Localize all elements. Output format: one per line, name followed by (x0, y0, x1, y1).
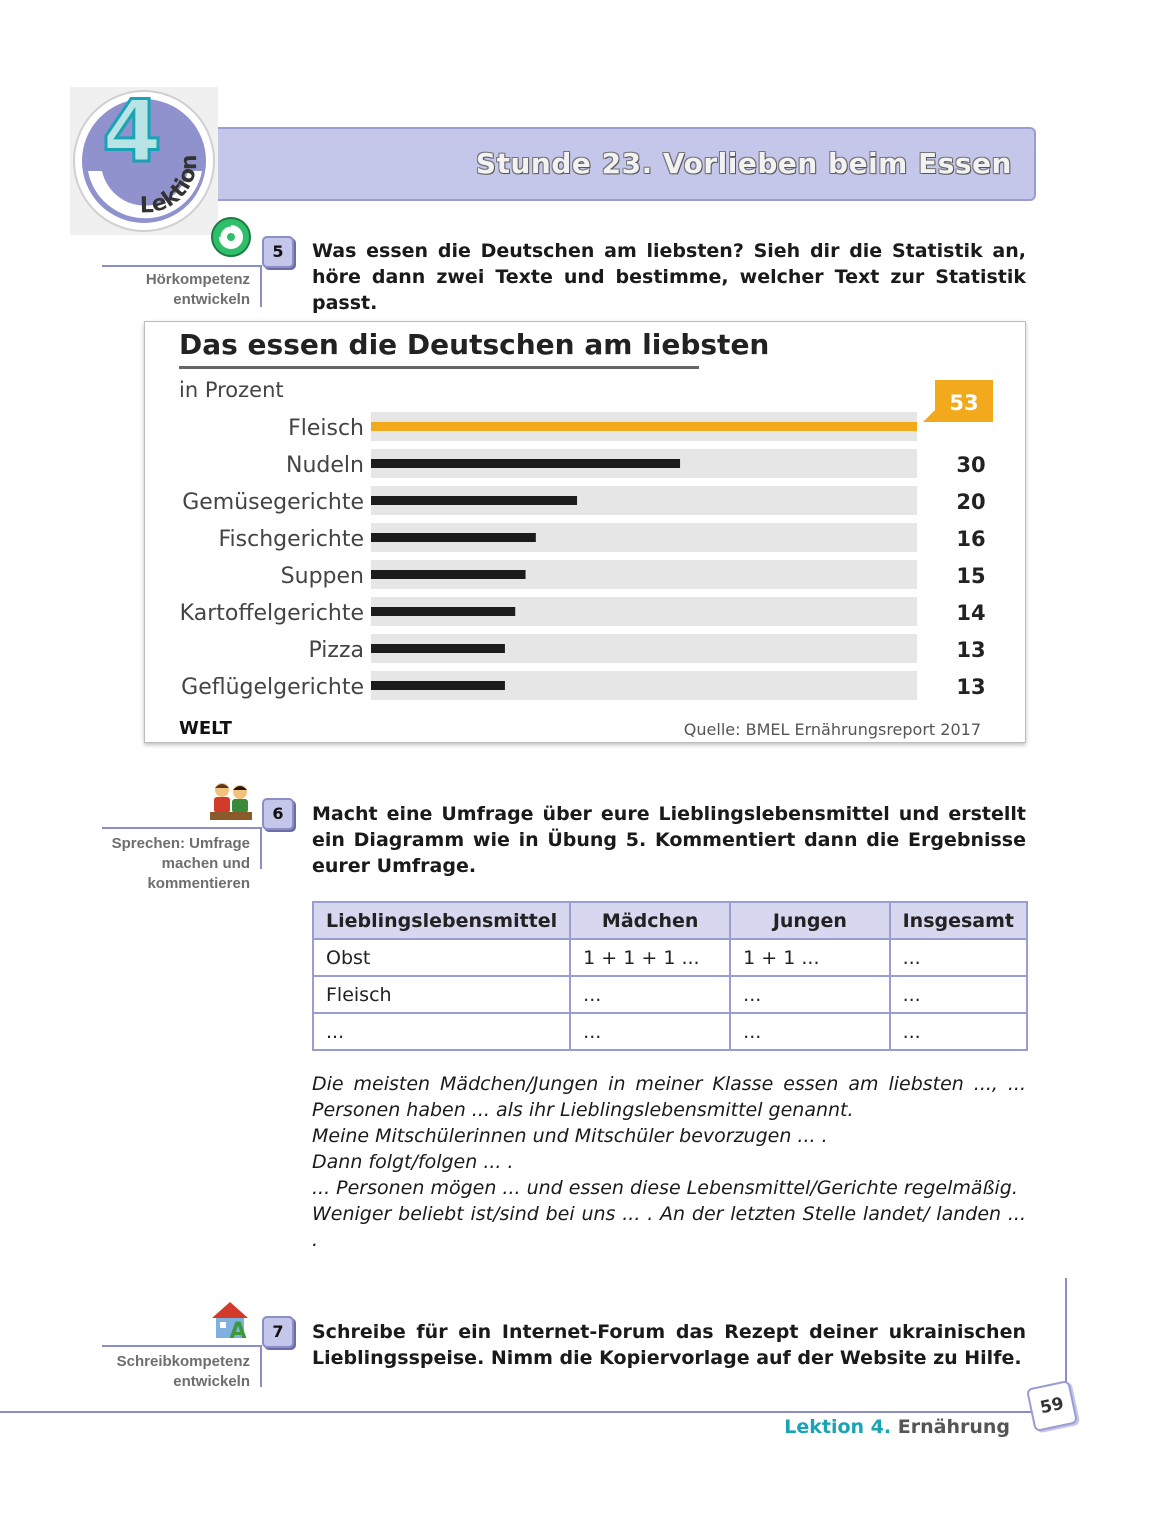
bar (371, 422, 917, 431)
data-label: 13 (956, 675, 986, 699)
category-label: Fleisch (288, 416, 364, 441)
lesson-badge (70, 87, 218, 235)
footer-rule (0, 1411, 1034, 1413)
task-7-skill-label: Schreibkompetenz entwickeln (116, 1353, 250, 1390)
column-header: Lieblingslebensmittel (313, 902, 570, 939)
category-label: Nudeln (286, 453, 364, 478)
sample-line: Dann folgt/folgen ... . (312, 1151, 514, 1173)
category-label: Gemüsegerichte (182, 490, 364, 515)
table-cell: 1 + 1 ... (730, 939, 889, 976)
task-number-7: 7 (262, 1316, 294, 1348)
divider (102, 265, 262, 267)
table-cell: Fleisch (313, 976, 570, 1013)
task-number-5: 5 (262, 236, 294, 268)
divider (260, 827, 262, 869)
task-6-instruction: Macht eine Umfrage über eure Lieblingslebensmittel und erstellt ein Diagramm wie in Übung 5. Kommentiert dann die Ergebnisse eurer Umfrage. (312, 803, 1026, 877)
data-label: 20 (956, 490, 986, 514)
lesson-title: Stunde 23. Vorlieben beim Essen (475, 147, 1012, 180)
table-cell: ... (890, 1013, 1027, 1050)
category-label: Kartoffelgerichte (179, 601, 364, 626)
data-label: 30 (956, 453, 986, 477)
table-cell: ... (730, 1013, 889, 1050)
sample-line: Die meisten Mädchen/Jungen in meiner Klasse essen am liebsten ..., ... Personen haben ... als ihr Lieblingslebensmittel genannt. (312, 1073, 1026, 1121)
survey-table (312, 901, 1028, 1051)
cd-icon (210, 216, 252, 258)
sample-line: Weniger beliebt ist/sind bei uns ... . An der letzten Stelle landet/ landen ... . (312, 1203, 1026, 1251)
chart-source-text: Quelle: BMEL Ernährungsreport 2017 (683, 720, 981, 739)
data-label: 53 (949, 391, 979, 415)
chart-source-logo: WELT (179, 718, 232, 739)
chart-plot (145, 322, 1025, 742)
people-icon (208, 780, 254, 822)
table-row (313, 1013, 1027, 1050)
category-label: Suppen (280, 564, 364, 589)
task-5-instruction: Was essen die Deutschen am liebsten? Sieh dir die Statistik an, höre dann zwei Texte und bestimme, welcher Text zur Statistik passt. (312, 240, 1026, 314)
divider (260, 1345, 262, 1387)
sample-line: Meine Mitschülerinnen und Mitschüler bevorzugen ... . (312, 1125, 828, 1147)
data-label: 15 (956, 564, 986, 588)
table-cell: 1 + 1 + 1 ... (570, 939, 730, 976)
task-6-skill-label: Sprechen: Umfrage machen und kommentieren (111, 835, 250, 892)
chart-subtitle: in Prozent (179, 378, 284, 402)
divider (102, 827, 262, 829)
divider (260, 265, 262, 307)
task-number-6: 6 (262, 798, 294, 830)
table-header-row (313, 902, 1027, 939)
column-header: Mädchen (570, 902, 730, 939)
footer-vertical-rule (1065, 1278, 1067, 1390)
sample-sentences (312, 1071, 1026, 1253)
bar (371, 681, 505, 690)
bar (371, 570, 526, 579)
chart-title: Das essen die Deutschen am liebsten (179, 328, 770, 361)
bar (371, 496, 577, 505)
footer-running-title (784, 1416, 1010, 1438)
footer-topic: Ernährung (897, 1416, 1010, 1438)
bar (371, 644, 505, 653)
task-7-instruction: Schreibe für ein Internet-Forum das Rezept deiner ukrainischen Lieblingsspeise. Nimm die Kopiervorlage auf der Website zu Hilfe. (312, 1321, 1026, 1369)
data-label: 13 (956, 638, 986, 662)
table-cell: ... (570, 976, 730, 1013)
table-cell: ... (890, 976, 1027, 1013)
category-label: Fischgerichte (218, 527, 364, 552)
lesson-number: 4 (102, 87, 162, 182)
table-cell: Obst (313, 939, 570, 976)
bar (371, 533, 536, 542)
divider (102, 1345, 262, 1347)
table-cell: ... (313, 1013, 570, 1050)
house-letter-icon (208, 1298, 254, 1340)
bar-chart (144, 321, 1026, 743)
sample-line: ... Personen mögen ... und essen diese Lebensmittel/Gerichte regelmäßig. (312, 1177, 1018, 1199)
lesson-word: Lektion (139, 154, 203, 219)
table-cell: ... (890, 939, 1027, 976)
task-5-skill-label: Hörkompetenz entwickeln (145, 271, 250, 308)
column-header: Insgesamt (890, 902, 1027, 939)
lesson-header-bar (208, 127, 1036, 201)
table-row (313, 976, 1027, 1013)
data-label: 16 (956, 527, 986, 551)
data-label: 14 (956, 601, 986, 625)
table-cell: ... (730, 976, 889, 1013)
bar (371, 607, 515, 616)
category-label: Pizza (308, 638, 364, 663)
column-header: Jungen (730, 902, 889, 939)
table-row (313, 939, 1027, 976)
svg-text:A: A (229, 1319, 247, 1340)
category-label: Geflügelgerichte (181, 675, 364, 700)
footer-lesson: Lektion 4. (784, 1416, 892, 1438)
page-number: 59 (1026, 1380, 1078, 1432)
bar (371, 459, 680, 468)
table-cell: ... (570, 1013, 730, 1050)
